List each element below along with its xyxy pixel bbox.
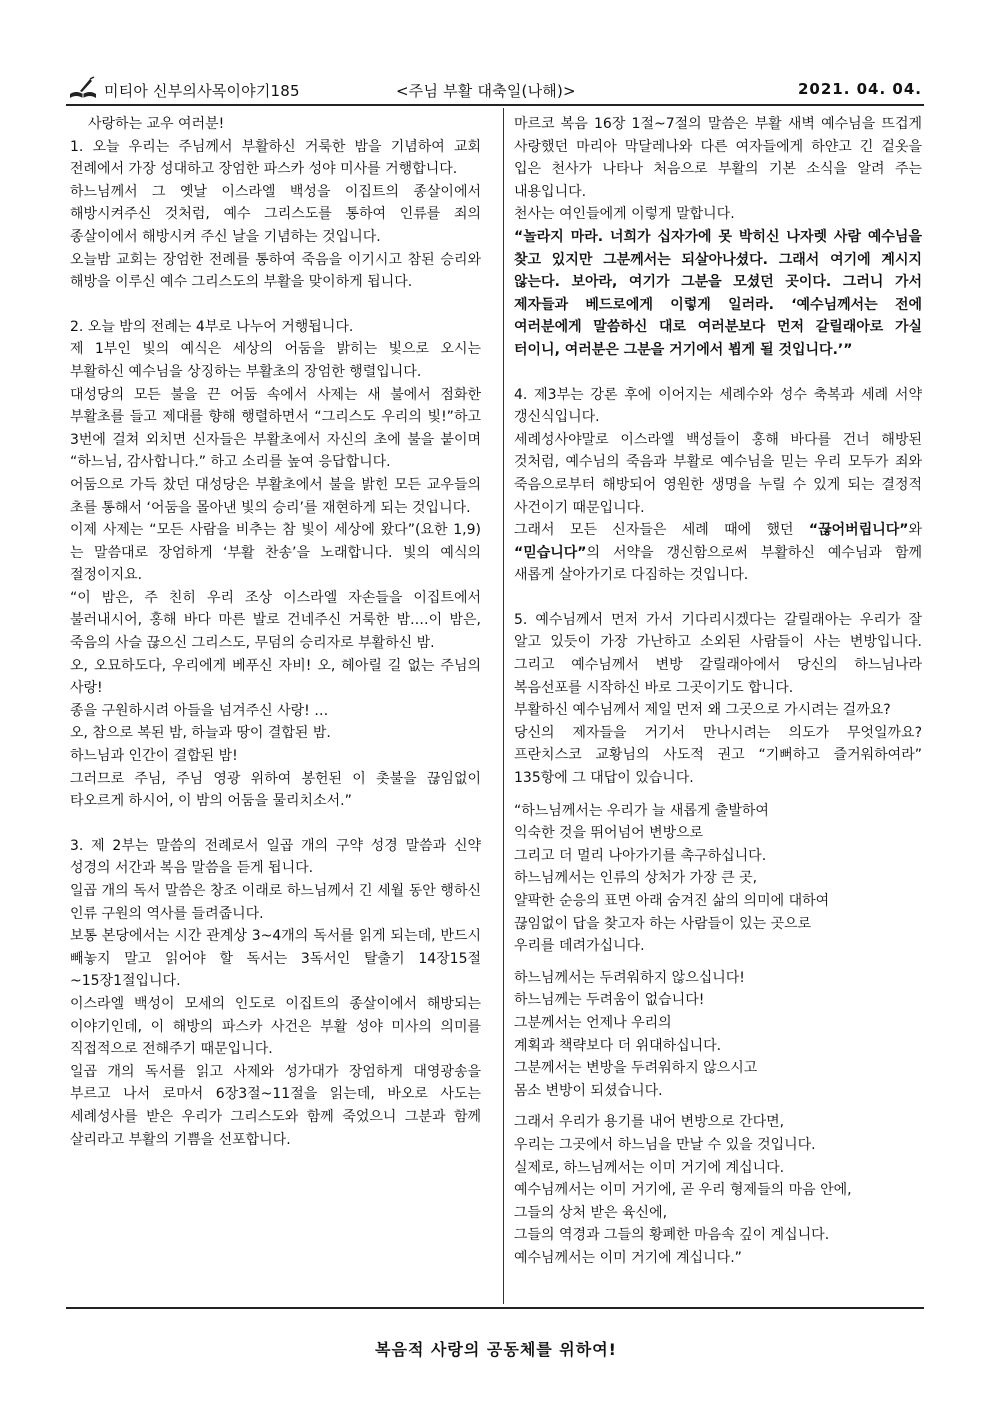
poem-line: 끊임없이 답을 찾고자 하는 사람들이 있는 곳으로 <box>514 915 812 932</box>
paragraph: “이 밤은, 주 친히 우리 조상 이스라엘 자손들을 이집트에서 불러내시어, 홍해 바다 마른 발로 건네주신 거룩한 밤.…이 밤은, 죽음의 사슬 끊으신 그리스도, 무덤의 승리자로 부활하신 밤. <box>70 589 481 652</box>
paragraph: 천사는 여인들에게 이렇게 말합니다. <box>514 206 735 223</box>
paragraph: 4. 제3부는 강론 후에 이어지는 세례수와 성수 축복과 세례 서약 갱신식입니다. <box>514 386 922 426</box>
paragraph: 당신의 제자들을 거기서 만나시려는 의도가 무엇일까요? 프란치스코 교황님의 사도적 권고 “기뻐하고 즐거워하여라” 135항에 그 대답이 있습니다. <box>514 724 922 787</box>
paragraph: 2. 오늘 밤의 전례는 4부로 나누어 거행됩니다. <box>70 318 354 335</box>
poem-line: 그들의 상처 받은 육신에, <box>514 1204 668 1221</box>
paragraph: 종을 구원하시려 아들을 넘겨주신 사랑! … <box>70 702 329 719</box>
book-quill-icon <box>68 76 98 102</box>
paragraph: 하느님께서 그 옛날 이스라엘 백성을 이집트의 종살이에서 해방시켜주신 것처럼, 예수 그리스도를 통하여 인류를 죄의 종살이에서 해방시켜 주신 날을 기념하는 것입니다. <box>70 183 481 245</box>
text-run: 와 <box>908 522 922 539</box>
poem-line: 실제로, 하느님께서는 이미 거기에 계십니다. <box>514 1159 785 1176</box>
paragraph: 오, 참으로 복된 밤, 하늘과 땅이 결합된 밤. <box>70 725 331 742</box>
footer-motto: 복음적 사랑의 공동체를 위하여! <box>375 1340 617 1359</box>
angel-quote: “놀라지 마라. 너희가 십자가에 못 박히신 나자렛 사람 예수님을 찾고 있지만 그분께서는 되살아나셨다. 그래서 여기에 계시지 않는다. 보아라, 여기가 그분을 모셨던 곳이다. 그러니 가서 제자들과 베드로에게 이렇게 일러라. ‘예수님께서는 전에 여러분에게 말씀하신 대로 여러분보다 먼저 갈릴래아로 가실 터이니, 여러분은 그분을 거기에서 뵙게 될 것입니다.’” <box>514 228 922 358</box>
poem-line: 우리는 그곳에서 하느님을 만날 수 있을 것입니다. <box>514 1136 816 1153</box>
newsletter-title: 미티아 신부의사목이야기185 <box>104 82 300 100</box>
vow-renounce: “끊어버립니다” <box>808 522 909 539</box>
paragraph: 3. 제 2부는 말씀의 전례로서 일곱 개의 구약 성경 말씀과 신약 성경의 서간과 복음 말씀을 듣게 됩니다. <box>70 837 481 877</box>
vow-believe: “믿습니다” <box>514 544 587 561</box>
poem-line: 그분께서는 변방을 두려워하지 않으시고 <box>514 1060 758 1077</box>
paragraph: 오, 오묘하도다, 우리에게 베푸신 자비! 오, 헤아릴 길 없는 주님의 사랑! <box>70 657 481 697</box>
paragraph: 5. 예수님께서 먼저 가서 기다리시겠다는 갈릴래아는 우리가 잘 알고 있듯이 가장 가난하고 소외된 사람들이 사는 변방입니다. 그리고 예수님께서 변방 갈릴래아에서 당신의 하느님나라 복음선포를 시작하신 바로 그곳이기도 합니다. <box>514 611 922 696</box>
paragraph: 이스라엘 백성이 모세의 인도로 이집트의 종살이에서 해방되는 이야기인데, 이 해방의 파스카 사건은 부활 성야 미사의 의미를 직접적으로 전해주기 때문입니다. <box>70 995 481 1058</box>
paragraph: 1. 오늘 우리는 주님께서 부활하신 거룩한 밤을 기념하여 교회 전례에서 가장 성대하고 장엄한 파스카 성야 미사를 거행합니다. <box>70 138 481 178</box>
paragraph: 대성당의 모든 불을 끈 어둠 속에서 사제는 새 불에서 점화한 부활초를 들고 제대를 향해 행렬하면서 “그리스도 우리의 빛!”하고 3번에 걸쳐 외치면 신자들은 부활초에서 자신의 초에 불을 붙이며 “하느님, 감사합니다.” 하고 소리를 높여 응답합니다. <box>70 386 481 471</box>
text-run: 의 서약을 갱신함으로써 부활하신 예수님과 함께 새롭게 살아가기로 다짐하는 것입니다. <box>514 544 922 584</box>
paragraph: 이제 사제는 “모든 사람을 비추는 참 빛이 세상에 왔다”(요한 1,9)는 말씀대로 장엄하게 ‘부활 찬송’을 노래합니다. 빛의 예식의 절정이지요. <box>70 522 481 584</box>
column-divider <box>503 108 504 1304</box>
poem-line: 예수님께서는 이미 거기에 계십니다.” <box>514 1249 742 1266</box>
poem-line: 하느님께는 두려움이 없습니다! <box>514 992 705 1009</box>
text-run: 그래서 모든 신자들은 세례 때에 했던 <box>514 522 809 539</box>
paragraph: 일곱 개의 독서 말씀은 창조 이래로 하느님께서 긴 세월 동안 행하신 인류 구원의 역사를 들려줍니다. <box>70 883 481 922</box>
poem-line: 익숙한 것을 뛰어넘어 변방으로 <box>514 825 704 842</box>
poem-line: 하느님께서는 인류의 상처가 가장 큰 곳, <box>514 870 758 887</box>
footer-rule <box>66 1307 924 1309</box>
paragraph: 일곱 개의 독서를 읽고 사제와 성가대가 장엄하게 대영광송을 부르고 나서 로마서 6장3절~11절을 읽는데, 바오로 사도는 세례성사를 받은 우리가 그리스도와 함께 죽었으니 그분과 함께 살리라고 부활의 기쁨을 선포합니다. <box>70 1063 481 1148</box>
poem-line: 우리를 데려가십니다. <box>514 938 645 955</box>
poem-line: 예수님께서는 이미 거기에, 곧 우리 형제들의 마음 안에, <box>514 1182 852 1199</box>
feast-title: <주님 부활 대축일(나해)> <box>396 82 576 100</box>
poem-line: 그분께서는 언제나 우리의 <box>514 1014 672 1031</box>
paragraph: 세례성사야말로 이스라엘 백성들이 홍해 바다를 건너 해방된 것처럼, 예수님의 죽음과 부활로 예수님을 믿는 우리 모두가 죄와 죽음으로부터 해방되어 영원한 생명을 누릴 수 있게 되는 결정적 사건이기 때문입니다. <box>514 431 922 516</box>
header-rule <box>66 104 924 106</box>
poem-line: 계획과 책략보다 더 위대하십니다. <box>514 1037 722 1054</box>
left-column <box>70 113 481 1151</box>
paragraph: 하느님과 인간이 결합된 밤! <box>70 748 238 765</box>
poem-quote <box>514 800 922 1270</box>
poem-line: 얄팍한 순응의 표면 아래 숨겨진 삶의 의미에 대하여 <box>514 893 830 909</box>
greeting: 사랑하는 교우 여러분! <box>88 116 225 132</box>
paragraph: 오늘밤 교회는 장엄한 전례를 통하여 죽음을 이기시고 참된 승리와 해방을 이루신 예수 그리스도의 부활을 맞이하게 됩니다. <box>70 251 481 291</box>
poem-line: 몸소 변방이 되셨습니다. <box>514 1082 663 1099</box>
paragraph: 마르코 복음 16장 1절~7절의 말씀은 부활 새벽 예수님을 뜨겁게 사랑했던 마리아 막달레나와 다른 여자들에게 하얀고 긴 겉옷을 입은 천사가 나타나 처음으로 부활의 기본 소식을 알려 주는 내용입니다. <box>514 116 922 200</box>
poem-line: 하느님께서는 두려워하지 않으십니다! <box>514 969 745 986</box>
paragraph: 그러므로 주님, 주님 영광 위하여 봉헌된 이 촛불을 끊임없이 타오르게 하시어, 이 밤의 어둠을 물리치소서.” <box>70 770 481 810</box>
issue-date: 2021. 04. 04. <box>797 80 922 98</box>
paragraph: 제 1부인 빛의 예식은 세상의 어둠을 밝히는 빛으로 오시는 부활하신 예수님을 상징하는 부활초의 장엄한 행렬입니다. <box>70 341 481 380</box>
poem-line: “하느님께서는 우리가 늘 새롭게 출발하여 <box>514 802 769 819</box>
poem-line: 그들의 역경과 그들의 황폐한 마음속 깊이 계십니다. <box>514 1227 830 1244</box>
page-header <box>66 76 926 102</box>
paragraph <box>514 519 922 587</box>
poem-line: 그래서 우리가 용기를 내어 변방으로 간다면, <box>514 1114 785 1131</box>
poem-line: 그리고 더 멀리 나아가기를 촉구하십니다. <box>514 847 767 864</box>
right-column <box>514 113 922 1270</box>
paragraph: 부활하신 예수님께서 제일 먼저 왜 그곳으로 가시려는 걸까요? <box>514 702 891 719</box>
paragraph: 어둠으로 가득 찼던 대성당은 부활초에서 불을 밝힌 모든 교우들의 초를 통해서 ‘어둠을 몰아낸 빛의 승리’를 재현하게 되는 것입니다. <box>70 476 481 516</box>
paragraph: 보통 본당에서는 시간 관계상 3~4개의 독서를 읽게 되는데, 반드시 빼놓지 말고 읽어야 할 독서는 3독서인 탈출기 14장15절~15장1절입니다. <box>70 928 481 990</box>
